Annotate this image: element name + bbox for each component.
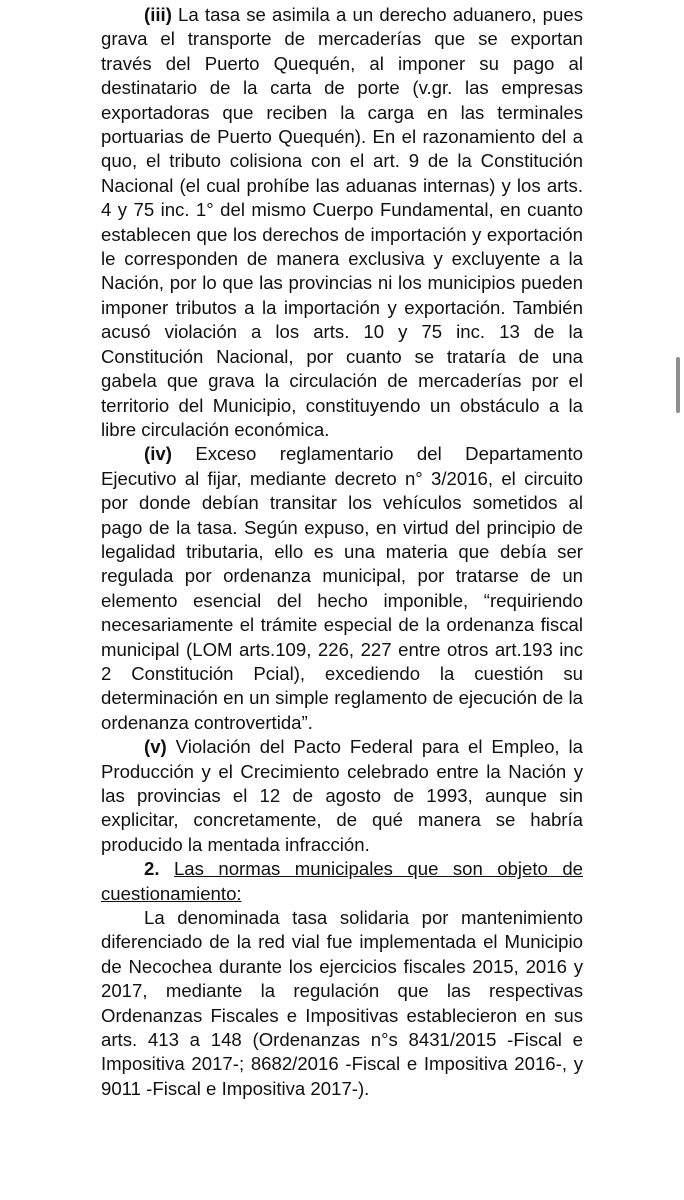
- item-text-v: Violación del Pacto Federal para el Empleo, la Producción y el Crecimiento celebrado entre la Nación y las provincias el 12 de agosto de 1993, aunque sin explicitar, concretamente, de qué manera se habría producido la mentada infracción.: [101, 736, 583, 855]
- document-page: [101, 0, 583, 1101]
- paragraph-item-iii: [101, 3, 583, 442]
- paragraph-final: La denominada tasa solidaria por mantenimiento diferenciado de la red vial fue implementada el Municipio de Necochea durante los ejercicios fiscales 2015, 2016 y 2017, mediante la regulación que las respectivas Ordenanzas Fiscales e Impositivas establecieron en sus arts. 413 a 148 (Ordenanzas n°s 8431/2015 -Fiscal e Impositiva 2017-; 8682/2016 -Fiscal e Impositiva 2016-, y 9011 -Fiscal e Impositiva 2017-).: [101, 907, 583, 1099]
- item-marker-iii: (iii): [144, 4, 172, 25]
- item-text-iv: Exceso reglamentario del Departamento Ejecutivo al fijar, mediante decreto n° 3/2016, el circuito por donde debían transitar los vehículos sometidos al pago de la tasa. Según expuso, en virtud del principio de legalidad tributaria, ello es una materia que debía ser regulada por ordenanza municipal, por tratarse de un elemento esencial del hecho imponible, “requiriendo necesariamente el trámite especial de la ordenanza fiscal municipal (LOM arts.109, 226, 227 entre otros art.193 inc 2 Constitución Pcial), excediendo la cuestión su determinación en un simple reglamento de ejecución de la ordenanza controvertida”.: [101, 443, 583, 733]
- paragraph-item-v: [101, 735, 583, 857]
- paragraph-item-iv: [101, 442, 583, 735]
- scrollbar-thumb[interactable]: [676, 357, 680, 413]
- item-marker-v: (v): [144, 736, 167, 758]
- section-number: 2.: [144, 858, 160, 880]
- item-marker-iv: (iv): [144, 443, 172, 465]
- item-text-iii: La tasa se asimila a un derecho aduanero, pues grava el transporte de mercaderías que se exportan través del Puerto Quequén, al imponer su pago al destinatario de la carta de porte (v.gr. las empresas exportadoras que reciben la carga en las terminales portuarias de Puerto Quequén). En el razonamiento del a quo, el tributo colisiona con el art. 9 de la Constitución Nacional (el cual prohíbe las aduanas internas) y los arts. 4 y 75 inc. 1° del mismo Cuerpo Fundamental, en cuanto establecen que los derechos de importación y exportación le corresponden de manera exclusiva y excluyente a la Nación, por lo que las provincias ni los municipios pueden imponer tributos a la importación y exportación. También acusó violación a los arts. 10 y 75 inc. 13 de la Constitución Nacional, por cuanto se trataría de una gabela que grava la circulación de mercaderías por el territorio del Municipio, constituyendo un obstáculo a la libre circulación económica.: [101, 4, 583, 440]
- section-heading-2: [101, 857, 583, 906]
- section-title: Las normas municipales que son objeto de cuestionamiento:: [101, 858, 584, 904]
